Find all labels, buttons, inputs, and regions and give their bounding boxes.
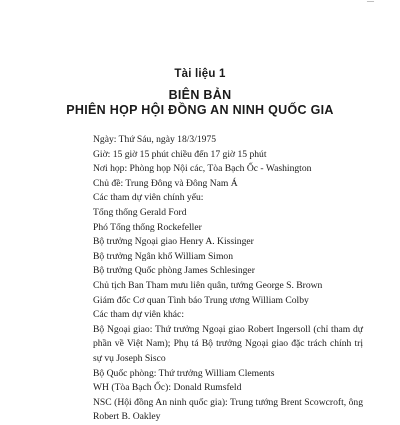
attendee-line: NSC (Hội đồng An ninh quốc gia): Trung tướng Brent Scowcroft, ông Robert B. Oakley — [93, 396, 363, 423]
meeting-location: Nơi họp: Phòng họp Nội các, Tòa Bạch Ốc - Washington — [93, 163, 312, 175]
attendee-line: Tổng thống Gerald Ford — [93, 206, 187, 218]
attendee-line: Phó Tổng thống Rockefeller — [93, 221, 202, 233]
attendee-line: Bộ Ngoại giao: Thứ trưởng Ngoại giao Robert Ingersoll (chỉ tham dự phần về Việt Nam); Phụ tá Bộ trưởng Ngoại giao đặc trách chính trị sự vụ Joseph Sisco — [93, 323, 363, 364]
page-marker: — — [367, 0, 374, 5]
document-subtitle: PHIÊN HỌP HỘI ĐỒNG AN NINH QUỐC GIA — [66, 103, 334, 117]
document-label: Tài liệu 1 — [174, 68, 226, 80]
meeting-topic: Chủ đề: Trung Đông và Đông Nam Á — [93, 177, 238, 189]
meeting-time: Giờ: 15 giờ 15 phút chiều đến 17 giờ 15 phút — [93, 148, 267, 160]
attendee-line: Bộ Quốc phòng: Thứ trưởng William Clements — [93, 367, 275, 379]
document-title: BIÊN BẢN — [168, 88, 232, 102]
meeting-date: Ngày: Thứ Sáu, ngày 18/3/1975 — [93, 134, 217, 145]
document-body — [93, 133, 363, 425]
other-attendees-heading: Các tham dự viên khác: — [93, 309, 184, 321]
attendee-line: Bộ trưởng Ngoại giao Henry A. Kissinger — [93, 236, 254, 248]
principal-attendees-heading: Các tham dự viên chính yếu: — [93, 192, 204, 204]
attendee-line: Bộ trưởng Ngân khố William Simon — [93, 250, 234, 262]
attendee-line: Giám đốc Cơ quan Tình báo Trung ương William Colby — [93, 294, 309, 306]
attendee-line: WH (Tòa Bạch Ốc): Donald Rumsfeld — [93, 382, 242, 394]
attendee-line: Bộ trưởng Quốc phòng James Schlesinger — [93, 265, 255, 277]
attendee-line: Chủ tịch Ban Tham mưu liên quân, tướng George S. Brown — [93, 279, 323, 291]
